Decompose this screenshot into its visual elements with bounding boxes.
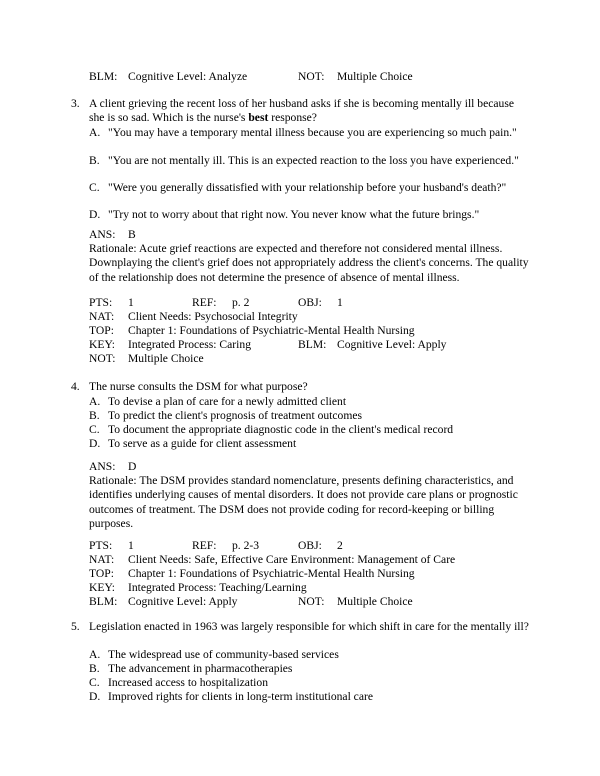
question-number: 3.: [71, 97, 80, 110]
obj-label: OBJ:: [298, 296, 322, 309]
key-value: Integrated Process: Caring: [128, 338, 251, 351]
option-letter: D.: [89, 437, 101, 450]
option-text: "You may have a temporary mental illness because you are experiencing so much pain.": [108, 126, 517, 139]
option-letter: A.: [89, 126, 101, 139]
question-stem: Legislation enacted in 1963 was largely responsible for which shift in care for the mentally ill?: [89, 620, 529, 633]
question-stem: The nurse consults the DSM for what purpose?: [89, 380, 308, 393]
option-text: Increased access to hospitalization: [108, 676, 268, 689]
option-text: "Try not to worry about that right now. You never know what the future brings.": [108, 208, 480, 221]
ref-label: REF:: [192, 296, 217, 309]
blm-label: BLM:: [89, 70, 118, 83]
blm-value: Cognitive Level: Analyze: [128, 70, 248, 83]
ans-label: ANS:: [89, 228, 116, 241]
option-text: Improved rights for clients in long-term institutional care: [108, 690, 373, 703]
obj-value: 2: [337, 539, 343, 552]
not-value: Multiple Choice: [337, 70, 413, 83]
nat-label: NAT:: [89, 553, 115, 566]
pts-label: PTS:: [89, 539, 113, 552]
pts-label: PTS:: [89, 296, 113, 309]
option-letter: A.: [89, 395, 101, 408]
option-text: To document the appropriate diagnostic code in the client's medical record: [108, 423, 454, 436]
ref-value: p. 2: [232, 296, 250, 309]
top-label: TOP:: [89, 567, 114, 580]
option-letter: A.: [89, 648, 101, 661]
question-number: 4.: [71, 380, 80, 393]
option-letter: D.: [89, 208, 101, 221]
option-letter: B.: [89, 409, 100, 422]
rationale: Rationale: The DSM provides standard nomenclature, presents defining characteristics, and identifies underlying causes of mental disorders. It does not provide care plans or prognostic outcomes of treatment. The DSM does not provide coding for record-keeping or billing purposes.: [89, 474, 518, 531]
question-stem: [89, 97, 529, 126]
ref-label: REF:: [192, 539, 217, 552]
obj-label: OBJ:: [298, 539, 322, 552]
top-value: Chapter 1: Foundations of Psychiatric-Mental Health Nursing: [128, 567, 415, 580]
blm-label: BLM:: [298, 338, 327, 351]
not-label: NOT:: [89, 352, 116, 365]
ans-value: D: [128, 460, 137, 473]
ans-label: ANS:: [89, 460, 116, 473]
ref-value: p. 2-3: [232, 539, 260, 552]
stem-text-end: response?: [268, 111, 317, 125]
pts-value: 1: [128, 539, 134, 552]
not-label: NOT:: [298, 70, 325, 83]
nat-value: Client Needs: Safe, Effective Care Environment: Management of Care: [128, 553, 456, 566]
rationale: Rationale: Acute grief reactions are expected and therefore not considered mental illness. Downplaying the client's grief does not appropriately address the client's concerns. The quality of the relationship does not determine the presence of absence of mental illness.: [89, 242, 529, 284]
blm-value: Cognitive Level: Apply: [337, 338, 447, 351]
blm-value: Cognitive Level: Apply: [128, 595, 238, 608]
option-letter: B.: [89, 154, 100, 167]
top-label: TOP:: [89, 324, 114, 337]
option-text: To predict the client's prognosis of treatment outcomes: [108, 409, 363, 422]
option-letter: B.: [89, 662, 100, 675]
key-label: KEY:: [89, 338, 115, 351]
nat-value: Client Needs: Psychosocial Integrity: [128, 310, 298, 323]
key-value: Integrated Process: Teaching/Learning: [128, 581, 307, 594]
not-value: Multiple Choice: [337, 595, 413, 608]
blm-label: BLM:: [89, 595, 118, 608]
option-text: "Were you generally dissatisfied with your relationship before your husband's death?": [108, 181, 507, 194]
option-text: The widespread use of community-based services: [108, 648, 339, 661]
not-value: Multiple Choice: [128, 352, 204, 365]
option-text: To serve as a guide for client assessment: [108, 437, 297, 450]
stem-text: A client grieving the recent loss of her husband asks if she is becoming mentally ill because she is so sad. Which is the nurse's: [89, 97, 514, 125]
option-text: To devise a plan of care for a newly admitted client: [108, 395, 347, 408]
not-label: NOT:: [298, 595, 325, 608]
question-number: 5.: [71, 620, 80, 633]
obj-value: 1: [337, 296, 343, 309]
option-text: "You are not mentally ill. This is an expected reaction to the loss you have experienced.": [108, 154, 519, 167]
option-letter: C.: [89, 181, 100, 194]
option-letter: C.: [89, 676, 100, 689]
ans-value: B: [128, 228, 136, 241]
top-value: Chapter 1: Foundations of Psychiatric-Mental Health Nursing: [128, 324, 415, 337]
stem-emphasis: best: [248, 111, 269, 125]
option-letter: D.: [89, 690, 101, 703]
option-text: The advancement in pharmacotherapies: [108, 662, 293, 675]
pts-value: 1: [128, 296, 134, 309]
nat-label: NAT:: [89, 310, 115, 323]
key-label: KEY:: [89, 581, 115, 594]
option-letter: C.: [89, 423, 100, 436]
